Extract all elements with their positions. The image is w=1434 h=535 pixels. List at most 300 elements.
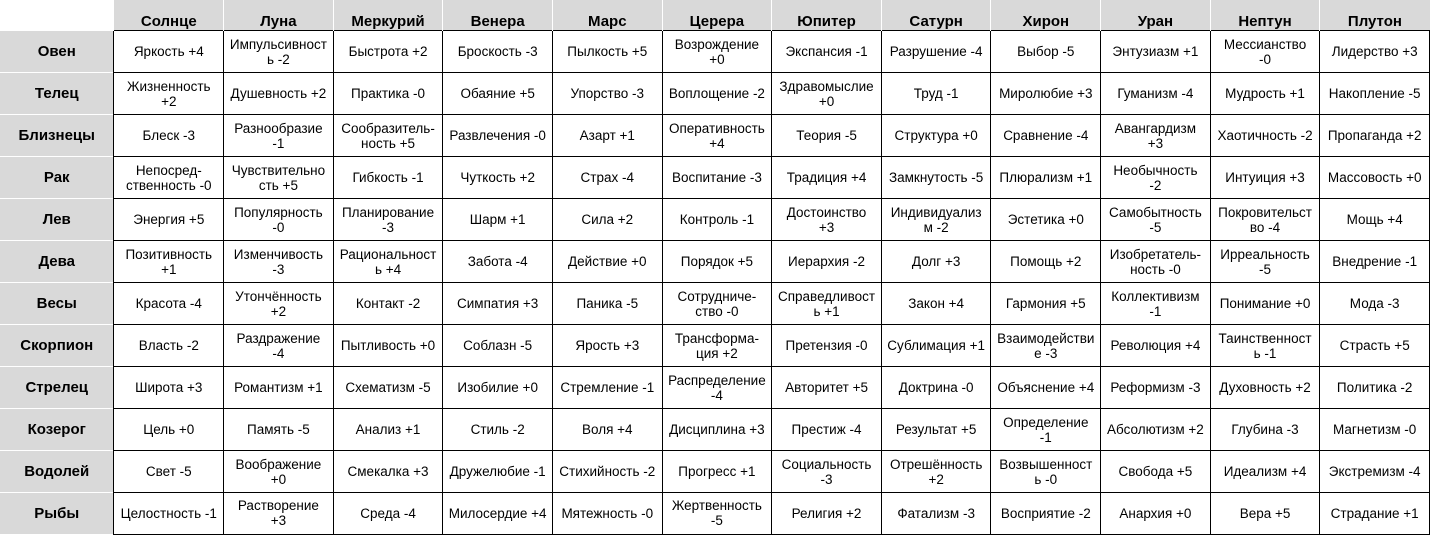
table-cell[interactable] [114,115,224,157]
table-cell[interactable] [1320,325,1430,367]
cell-text: Взаимодействие -3 [997,330,1095,361]
table-cell[interactable] [114,325,224,367]
cell-text: Хаотичность -2 [1217,128,1313,143]
cell-text: Разрушение -4 [889,44,983,59]
table-cell[interactable] [1210,31,1320,73]
table-cell[interactable] [552,325,662,367]
cell-text: Долг +3 [911,254,961,269]
table-cell[interactable] [662,493,772,535]
cell-text: Закон +4 [908,296,965,311]
table-cell[interactable] [991,409,1101,451]
cell-text: Авторитет +5 [785,380,868,395]
table-cell[interactable] [1101,241,1211,283]
table-cell[interactable] [772,31,882,73]
cell-text: Вера +5 [1239,505,1291,521]
table-cell[interactable] [224,367,334,409]
cell-text: Лидерство +3 [1331,44,1418,59]
cell-text: Трансформа-ция +2 [674,330,759,361]
cell-text: Стремление -1 [560,380,655,395]
cell-text: Необычность -2 [1113,162,1198,193]
cell-text: Стиль -2 [470,422,525,437]
cell-text: Яркость +4 [133,44,204,59]
cell-text: Жизненность +2 [127,78,211,109]
table-cell[interactable] [114,283,224,325]
cell-text: Иерархия -2 [788,254,865,269]
table-cell[interactable] [991,31,1101,73]
cell-text: Красота -4 [135,296,202,311]
table-cell[interactable] [552,283,662,325]
table-cell[interactable] [333,73,443,115]
table-cell[interactable] [991,367,1101,409]
cell-text: Фатализм -3 [897,505,975,521]
table-cell[interactable] [1210,451,1320,493]
cell-text: Гибкость -1 [352,170,424,185]
table-cell[interactable] [114,493,224,535]
table-cell[interactable] [991,283,1101,325]
row-header[interactable]: Овен [0,31,114,73]
table-cell[interactable] [114,73,224,115]
cell-text: Утончённость +2 [235,288,322,319]
cell-text: Действие +0 [568,254,647,269]
table-cell[interactable] [662,451,772,493]
cell-text: Самобытность -5 [1109,204,1202,235]
table-cell[interactable] [443,451,553,493]
table-row [0,325,1430,367]
cell-text: Выбор -5 [1017,44,1075,59]
cell-text: Практика -0 [351,86,426,101]
table-cell[interactable] [1101,493,1211,535]
table-cell[interactable] [991,199,1101,241]
row-header[interactable]: Дева [0,241,114,283]
table-cell[interactable] [1210,367,1320,409]
table-row [0,409,1430,451]
table-cell[interactable] [991,115,1101,157]
cell-text: Азарт +1 [579,128,635,143]
cell-text: Миролюбие +3 [999,86,1093,101]
table-cell[interactable] [333,157,443,199]
table-cell[interactable] [772,409,882,451]
table-cell[interactable] [114,367,224,409]
table-cell[interactable] [1210,325,1320,367]
row-header[interactable]: Козерог [0,409,114,451]
cell-text: Доктрина -0 [898,380,974,395]
table-cell[interactable] [772,241,882,283]
table-cell[interactable] [552,241,662,283]
table-cell[interactable] [772,157,882,199]
cell-text: Душевность +2 [230,86,327,101]
table-cell[interactable] [443,367,553,409]
cell-text: Целостность -1 [120,505,217,521]
cell-text: Романтизм +1 [234,380,323,395]
row-header[interactable]: Скорпион [0,325,114,367]
table-cell[interactable] [662,157,772,199]
table-cell[interactable] [333,115,443,157]
cell-text: Мудрость +1 [1225,86,1305,101]
cell-text: Теория -5 [796,128,857,143]
cell-text: Энтузиазм +1 [1112,44,1199,59]
table-cell[interactable] [881,283,991,325]
cell-text: Воля +4 [582,422,633,437]
cell-text: Планирование -3 [341,204,435,235]
cell-text: Позитивность +1 [125,246,213,277]
table-cell[interactable] [443,325,553,367]
table-cell[interactable] [333,241,443,283]
table-cell[interactable] [552,73,662,115]
table-row [0,367,1430,409]
table-cell[interactable] [114,199,224,241]
table-row [0,283,1430,325]
table-cell[interactable] [662,31,772,73]
table-cell[interactable] [1101,115,1211,157]
column-header[interactable]: Нептун [1210,0,1320,31]
cell-text: Реформизм -3 [1110,380,1201,395]
cell-text: Престиж -4 [791,422,862,437]
table-cell[interactable] [881,115,991,157]
cell-text: Возрождение +0 [674,36,760,67]
table-cell[interactable] [881,157,991,199]
cell-text: Память -5 [247,422,310,437]
cell-text: Контроль -1 [679,212,755,227]
table-row [0,241,1430,283]
table-cell[interactable] [114,241,224,283]
cell-text: Власть -2 [138,338,199,353]
table-cell[interactable] [991,325,1101,367]
column-header[interactable]: Плутон [1320,0,1430,31]
table-cell[interactable] [1101,283,1211,325]
cell-text: Сила +2 [581,212,634,227]
table-cell[interactable] [1210,199,1320,241]
table-cell[interactable] [552,451,662,493]
table-cell[interactable] [1210,409,1320,451]
cell-text: Страдание +1 [1330,505,1419,521]
cell-text: Объяснение +4 [997,380,1095,395]
table-cell[interactable] [333,325,443,367]
cell-text: Воплощение -2 [668,86,765,101]
table-cell[interactable] [443,199,553,241]
table-cell[interactable] [991,157,1101,199]
table-cell[interactable] [1101,73,1211,115]
cell-text: Порядок +5 [680,254,754,269]
table-row [0,73,1430,115]
table-cell[interactable] [1101,409,1211,451]
table-cell[interactable] [443,157,553,199]
table-cell[interactable] [114,157,224,199]
cell-text: Эстетика +0 [1007,212,1084,227]
cell-text: Забота -4 [467,254,528,269]
cell-text: Сублимация +1 [887,338,986,353]
cell-text: Сотрудниче-ство -0 [677,288,757,319]
table-cell[interactable] [114,31,224,73]
table-row [0,199,1430,241]
cell-text: Прогресс +1 [678,464,756,479]
table-cell[interactable] [772,283,882,325]
table-cell[interactable] [552,31,662,73]
table-cell[interactable] [881,199,991,241]
table-cell[interactable] [333,283,443,325]
table-cell[interactable] [772,367,882,409]
table-cell[interactable] [772,451,882,493]
column-header[interactable]: Марс [552,0,662,31]
column-header[interactable]: Венера [443,0,553,31]
cell-text: Смекалка +3 [347,464,429,479]
table-cell[interactable] [1101,199,1211,241]
table-row [0,115,1430,157]
cell-text: Экспансия -1 [785,44,868,59]
cell-text: Интуиция +3 [1225,170,1305,185]
cell-text: Магнетизм -0 [1333,422,1417,437]
cell-text: Глубина -3 [1231,422,1299,437]
table-body [0,31,1430,535]
cell-text: Страх -4 [580,170,634,185]
table-cell[interactable] [333,409,443,451]
table-cell[interactable] [443,31,553,73]
cell-text: Ярость +3 [575,338,640,353]
table-cell[interactable] [1320,241,1430,283]
table-cell[interactable] [224,325,334,367]
table-cell[interactable] [881,31,991,73]
table-cell[interactable] [662,325,772,367]
table-cell[interactable] [662,73,772,115]
table-cell[interactable] [662,199,772,241]
cell-text: Политика -2 [1336,380,1413,395]
table-cell[interactable] [772,73,882,115]
table-cell[interactable] [224,73,334,115]
cell-text: Пылкость +5 [567,44,648,59]
table-cell[interactable] [1101,31,1211,73]
cell-text: Воображение +0 [235,456,322,487]
table-cell[interactable] [1210,115,1320,157]
cell-text: Изобретатель-ность -0 [1109,246,1202,277]
table-cell[interactable] [662,241,772,283]
table-cell[interactable] [224,31,334,73]
cell-text: Справедливость +1 [777,288,876,319]
cell-text: Рациональность +4 [339,246,437,277]
table-cell[interactable] [1210,493,1320,535]
table-cell[interactable] [224,409,334,451]
cell-text: Сравнение -4 [1003,128,1089,143]
cell-text: Раздражение -4 [236,330,321,361]
table-cell[interactable] [224,157,334,199]
cell-text: Достоинство +3 [786,204,867,235]
table-cell[interactable] [1320,115,1430,157]
table-cell[interactable] [443,409,553,451]
table-cell[interactable] [443,283,553,325]
table-cell[interactable] [552,157,662,199]
cell-text: Обаяние +5 [460,86,535,101]
table-cell[interactable] [1101,157,1211,199]
table-cell[interactable] [991,451,1101,493]
cell-text: Религия +2 [791,505,862,521]
column-header-row [0,0,1430,31]
column-header[interactable]: Меркурий [333,0,443,31]
cell-text: Замкнутость -5 [888,170,984,185]
cell-text: Мощь +4 [1346,212,1403,227]
cell-text: Импульсивность -2 [229,36,327,67]
cell-text: Свобода +5 [1118,464,1193,479]
cell-text: Оперативность +4 [668,120,765,151]
cell-text: Духовность +2 [1219,380,1311,395]
cell-text: Революция +4 [1110,338,1201,353]
cell-text: Чувствительность +5 [231,162,326,193]
row-header[interactable]: Водолей [0,451,114,493]
table-cell[interactable] [1101,325,1211,367]
cell-text: Здравомыслие +0 [779,78,874,109]
row-header[interactable]: Лев [0,199,114,241]
table-cell[interactable] [552,367,662,409]
table-cell[interactable] [881,451,991,493]
table-cell[interactable] [1320,31,1430,73]
table-cell[interactable] [662,409,772,451]
table-cell[interactable] [224,199,334,241]
table-cell[interactable] [1320,493,1430,535]
cell-text: Идеализм +4 [1223,464,1307,479]
table-cell[interactable] [224,283,334,325]
column-header[interactable]: Солнце [114,0,224,31]
table-cell[interactable] [1320,409,1430,451]
cell-text: Паника -5 [576,296,639,311]
row-header[interactable]: Рыбы [0,493,114,535]
cell-text: Растворение +3 [237,498,319,529]
table-cell[interactable] [1320,283,1430,325]
table-cell[interactable] [991,493,1101,535]
cell-text: Среда -4 [360,505,416,521]
cell-text: Коллективизм -1 [1111,288,1200,319]
table-cell[interactable] [881,367,991,409]
table-cell[interactable] [114,409,224,451]
cell-text: Покровительство -4 [1218,204,1312,235]
cell-text: Структура +0 [894,128,978,143]
cell-text: Анализ +1 [355,422,421,437]
cell-text: Претензия -0 [785,338,868,353]
cell-text: Упорство -3 [570,86,645,101]
table-cell[interactable] [1320,199,1430,241]
table-cell[interactable] [772,115,882,157]
cell-text: Изобилие +0 [457,380,538,395]
table-cell[interactable] [1210,73,1320,115]
row-header[interactable]: Близнецы [0,115,114,157]
cell-text: Помощь +2 [1010,254,1082,269]
table-cell[interactable] [224,115,334,157]
table-cell[interactable] [224,493,334,535]
table-cell[interactable] [443,493,553,535]
row-header[interactable]: Стрелец [0,367,114,409]
cell-text: Симпатия +3 [457,296,539,311]
column-header[interactable]: Юпитер [772,0,882,31]
table-cell[interactable] [114,451,224,493]
table-cell[interactable] [1101,451,1211,493]
table-cell[interactable] [333,451,443,493]
cell-text: Популярность -0 [234,204,323,235]
table-cell[interactable] [224,241,334,283]
table-row [0,493,1430,535]
table-cell[interactable] [1210,283,1320,325]
table-cell[interactable] [224,451,334,493]
cell-text: Внедрение -1 [1332,254,1418,269]
cell-text: Контакт -2 [355,296,421,311]
table-cell[interactable] [1320,157,1430,199]
cell-text: Дисциплина +3 [669,422,765,437]
corner-cell[interactable] [0,0,114,31]
cell-text: Цель +0 [143,422,195,437]
cell-text: Пропаганда +2 [1327,128,1422,143]
row-header[interactable]: Рак [0,157,114,199]
cell-text: Отрешённость +2 [889,456,983,487]
table-cell[interactable] [991,73,1101,115]
table-cell[interactable] [662,115,772,157]
cell-text: Соблазн -5 [463,338,533,353]
table-cell[interactable] [552,493,662,535]
table-cell[interactable] [881,409,991,451]
row-header[interactable]: Весы [0,283,114,325]
cell-text: Блеск -3 [142,128,196,143]
cell-text: Труд -1 [913,86,959,101]
column-header[interactable]: Хирон [991,0,1101,31]
cell-text: Мессианство -0 [1223,36,1307,67]
table-cell[interactable] [881,241,991,283]
row-header[interactable]: Телец [0,73,114,115]
table-cell[interactable] [552,409,662,451]
column-header[interactable]: Церера [662,0,772,31]
column-header[interactable]: Уран [1101,0,1211,31]
cell-text: Жертвенность -5 [671,498,762,529]
table-cell[interactable] [772,325,882,367]
table-cell[interactable] [881,73,991,115]
cell-text: Изменчивость -3 [233,246,324,277]
table-cell[interactable] [1101,367,1211,409]
table-cell[interactable] [333,31,443,73]
table-cell[interactable] [662,283,772,325]
table-cell[interactable] [443,241,553,283]
cell-text: Возвышенность -0 [999,456,1093,487]
table-cell[interactable] [881,325,991,367]
table-cell[interactable] [662,367,772,409]
table-row [0,451,1430,493]
table-cell[interactable] [772,199,882,241]
table-cell[interactable] [333,367,443,409]
table-cell[interactable] [991,241,1101,283]
table-cell[interactable] [443,115,553,157]
table-cell[interactable] [333,493,443,535]
cell-text: Броскость -3 [457,44,538,59]
table-cell[interactable] [1320,73,1430,115]
column-header[interactable]: Луна [224,0,334,31]
cell-text: Традиция +4 [786,170,867,185]
cell-text: Воспитание -3 [671,170,762,185]
cell-text: Гармония +5 [1005,296,1086,311]
table-cell[interactable] [772,493,882,535]
table-cell[interactable] [1210,241,1320,283]
cell-text: Широта +3 [135,380,203,395]
column-header[interactable]: Сатурн [881,0,991,31]
cell-text: Массовость +0 [1327,170,1422,185]
cell-text: Дружелюбие -1 [449,464,546,479]
table-cell[interactable] [1320,451,1430,493]
cell-text: Энергия +5 [133,212,205,227]
cell-text: Восприятие -2 [1000,505,1091,521]
table-cell[interactable] [552,115,662,157]
table-cell[interactable] [333,199,443,241]
cell-text: Плюрализм +1 [999,170,1093,185]
cell-text: Страсть +5 [1339,338,1410,353]
table-cell[interactable] [443,73,553,115]
table-cell[interactable] [1320,367,1430,409]
table-cell[interactable] [552,199,662,241]
table-row [0,31,1430,73]
cell-text: Социальность -3 [781,456,872,487]
table-cell[interactable] [881,493,991,535]
table-cell[interactable] [1210,157,1320,199]
cell-text: Стихийность -2 [559,464,656,479]
